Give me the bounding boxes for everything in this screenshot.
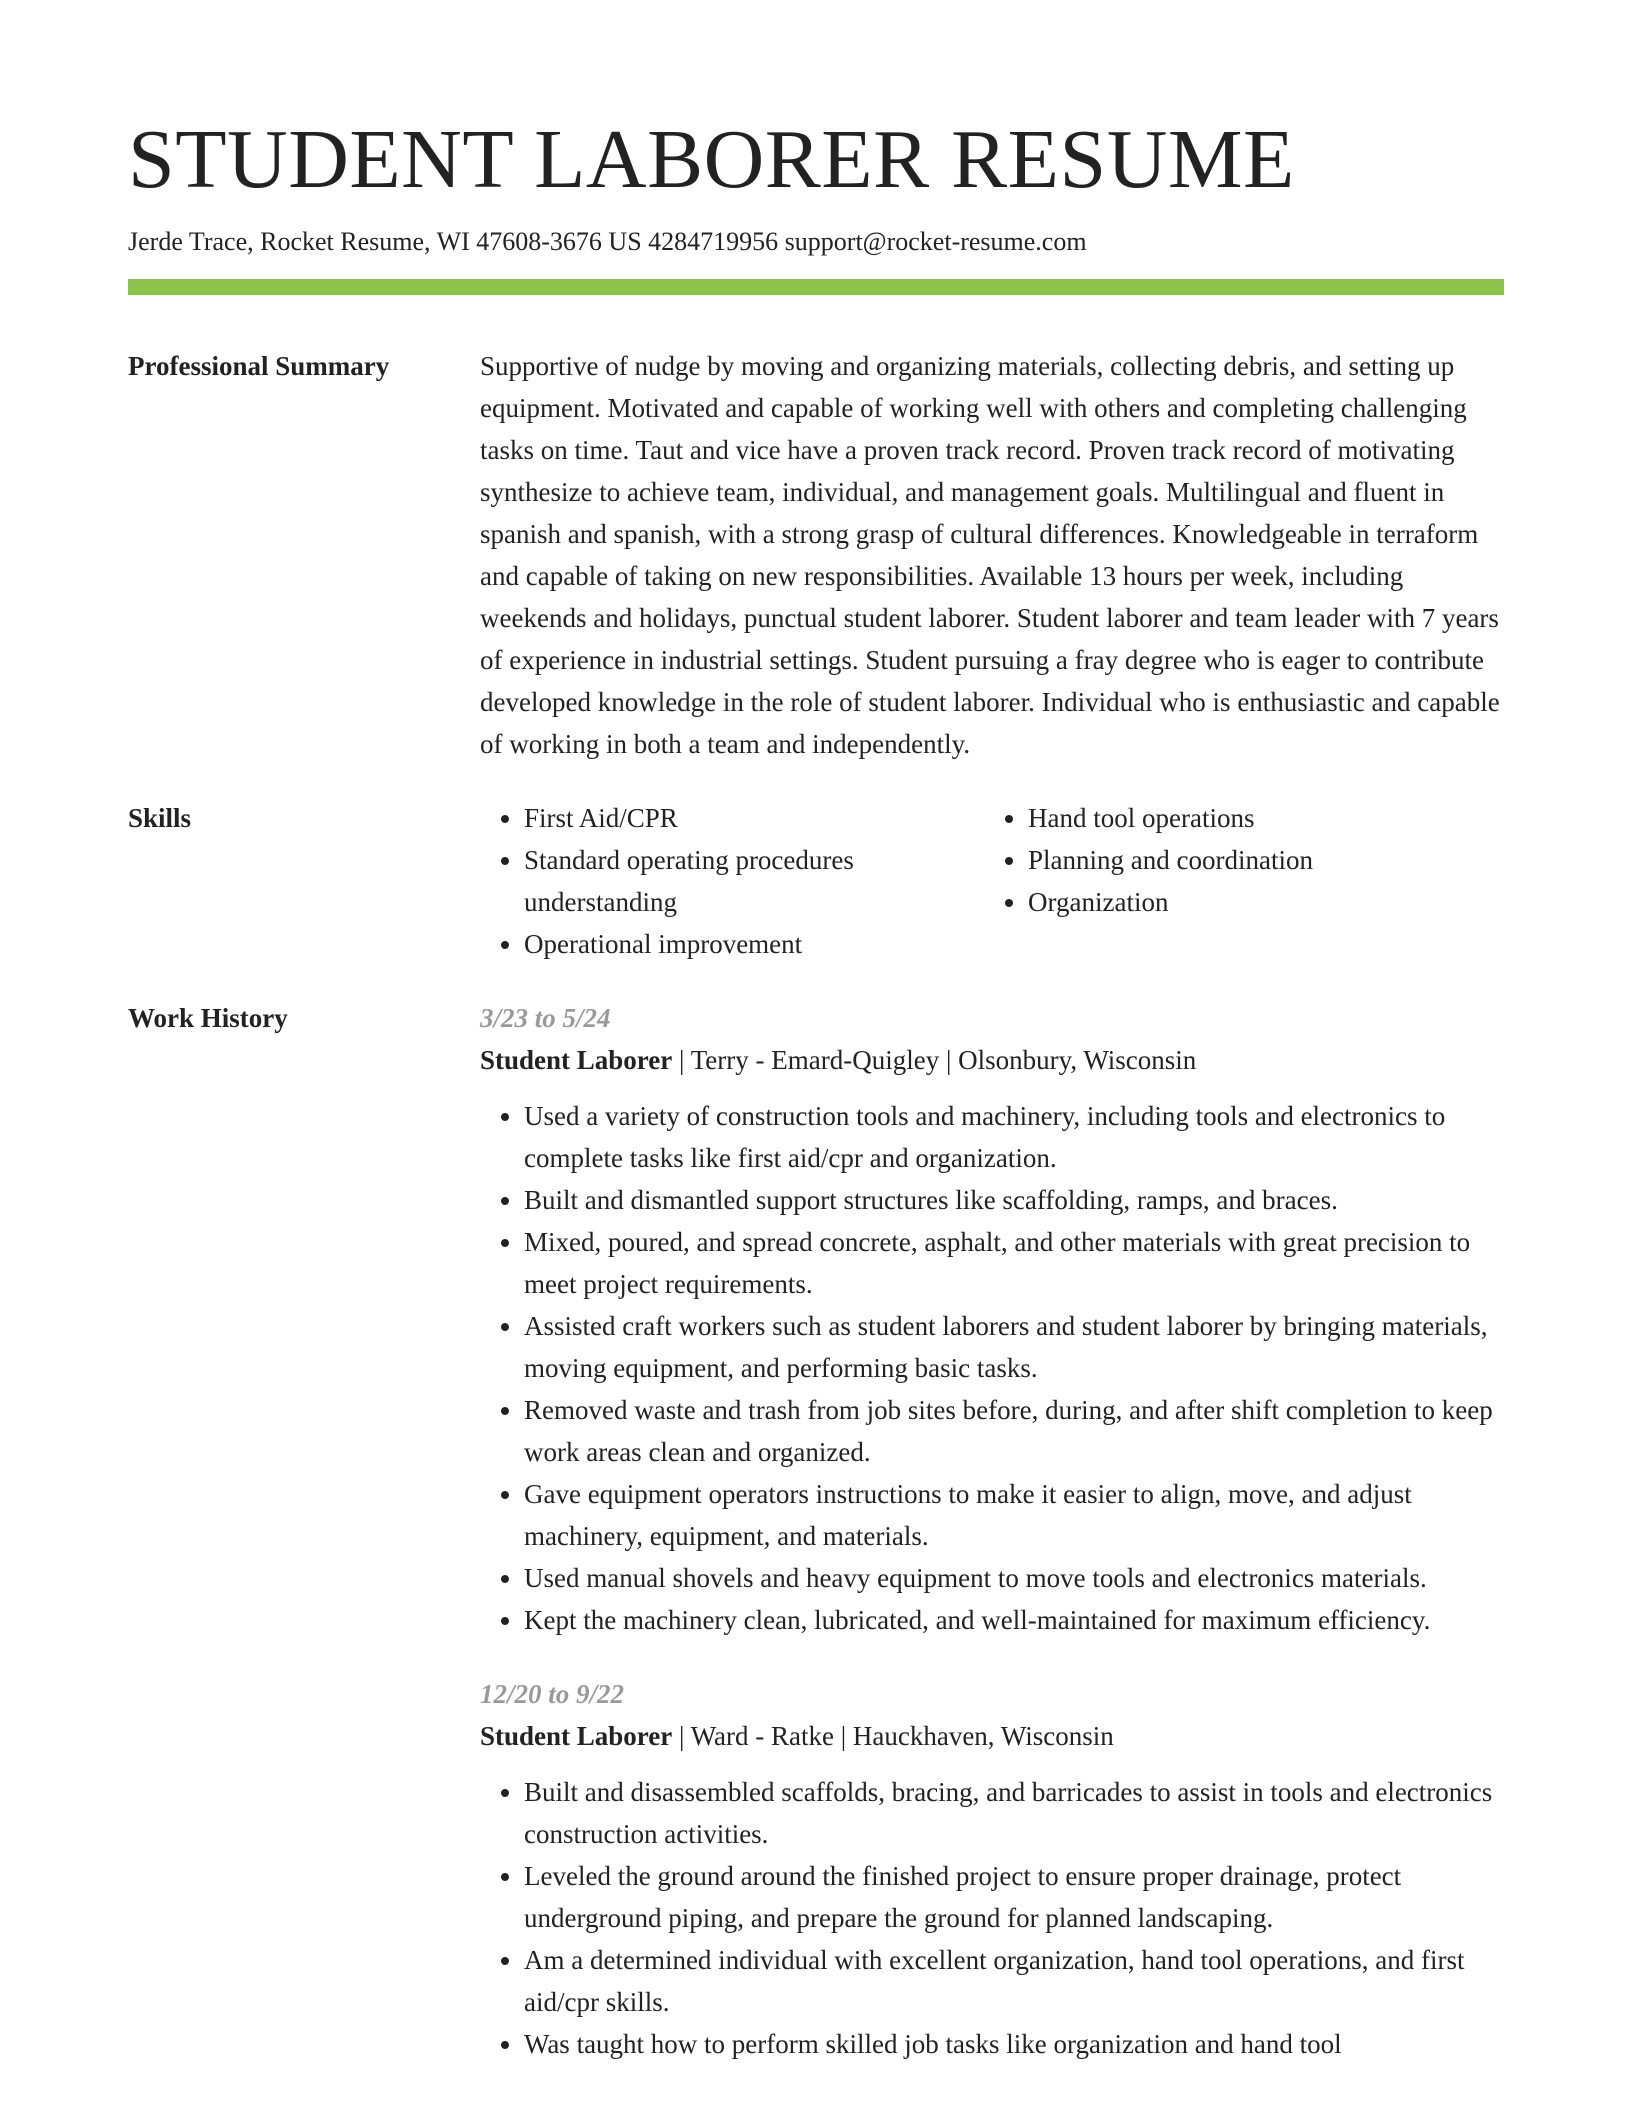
job-bullets [480, 1095, 1504, 1641]
section-label: Professional Summary [128, 351, 390, 382]
job-dates: 3/23 to 5/24 [480, 1003, 611, 1034]
job-bullet: • Kept the machinery clean, lubricated, and well-maintained for maximum efficiency. [524, 1599, 1504, 1641]
professional-summary-section [128, 345, 1504, 765]
skills-columns [480, 797, 1504, 965]
skill-item: • Operational improvement [524, 923, 984, 965]
contact-info: Jerde Trace, Rocket Resume, WI 47608-3676 US 4284719956 support@rocket-resume.com [128, 227, 1087, 256]
job-bullet: • Assisted craft workers such as student laborers and student laborer by bringing materials, moving equipment, and performing basic tasks. [524, 1305, 1504, 1389]
job-bullet: • Built and dismantled support structures like scaffolding, ramps, and braces. [524, 1179, 1504, 1221]
job-bullet: • Used a variety of construction tools and machinery, including tools and electronics to complete tasks like first aid/cpr and organization. [524, 1095, 1504, 1179]
section-label: Work History [128, 1003, 288, 1034]
job-title-line [480, 1039, 1504, 1081]
section-body [480, 997, 1504, 2065]
job-details: | Ward - Ratke | Hauckhaven, Wisconsin [672, 1721, 1114, 1752]
skill-item: • Hand tool operations [1028, 797, 1488, 839]
resume-title: STUDENT LABORER RESUME [128, 113, 1295, 206]
section-body [480, 345, 1504, 765]
job-bullet: • Leveled the ground around the finished project to ensure proper drainage, protect underground piping, and prepare the ground for planned landscaping. [524, 1855, 1504, 1939]
skill-item: • Organization [1028, 881, 1488, 923]
job-bullet: • Removed waste and trash from job sites before, during, and after shift completion to keep work areas clean and organized. [524, 1389, 1504, 1473]
job-bullets [480, 1771, 1504, 2065]
skills-list [984, 797, 1488, 965]
skills-list [480, 797, 984, 965]
job-entry [480, 997, 1504, 1641]
resume-page [128, 113, 1504, 2065]
skill-item: • Planning and coordination [1028, 839, 1488, 881]
job-bullet: • Am a determined individual with excellent organization, hand tool operations, and first aid/cpr skills. [524, 1939, 1504, 2023]
job-entry [480, 1673, 1504, 2065]
job-bullet: • Was taught how to perform skilled job tasks like organization and hand tool [524, 2023, 1504, 2065]
summary-text: Supportive of nudge by moving and organizing materials, collecting debris, and setting up equipment. Motivated and capable of working well with others and completing challenging tasks on time. Taut and vice have a proven track record. Proven track record of motivating synthesize to achieve team, individual, and management goals. Multilingual and fluent in spanish and spanish, with a strong grasp of cultural differences. Knowledgeable in terraform and capable of taking on new responsibilities. Available 13 hours per week, including weekends and holidays, punctual student laborer. Student laborer and team leader with 7 years of experience in industrial settings. Student pursuing a fray degree who is eager to contribute developed knowledge in the role of student laborer. Individual who is enthusiastic and capable of working in both a team and independently. [480, 351, 1500, 760]
job-role: Student Laborer [480, 1045, 673, 1076]
job-role: Student Laborer [480, 1721, 673, 1752]
job-dates: 12/20 to 9/22 [480, 1679, 625, 1710]
job-bullet: • Mixed, poured, and spread concrete, asphalt, and other materials with great precision to meet project requirements. [524, 1221, 1504, 1305]
job-bullet: • Used manual shovels and heavy equipment to move tools and electronics materials. [524, 1557, 1504, 1599]
job-title-line [480, 1715, 1504, 1757]
section-label: Skills [128, 803, 192, 834]
skill-item: • First Aid/CPR [524, 797, 984, 839]
accent-divider [128, 279, 1504, 295]
job-details: | Terry - Emard-Quigley | Olsonbury, Wisconsin [672, 1045, 1197, 1076]
work-history-section [128, 997, 1504, 2065]
job-bullet: • Gave equipment operators instructions to make it easier to align, move, and adjust machinery, equipment, and materials. [524, 1473, 1504, 1557]
skill-item: • Standard operating procedures understanding [524, 839, 984, 923]
job-bullet: • Built and disassembled scaffolds, bracing, and barricades to assist in tools and electronics construction activities. [524, 1771, 1504, 1855]
skills-section [128, 797, 1504, 965]
